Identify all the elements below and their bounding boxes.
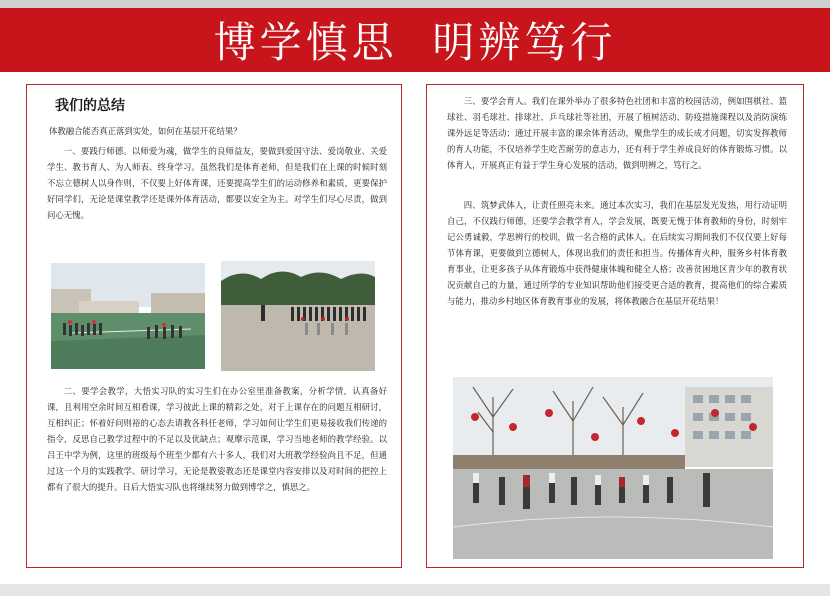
top-strip <box>0 0 830 8</box>
paragraph-ethics: 一、要践行师德。以师爱为魂，做学生的良师益友，要做到爱国守法、爱岗敬业、关爱学生、教书育人、为人师表、终身学习。虽然我们是体育老师，但是我们在上课的时候时刻不忘立德树人以身作则，不仅要上好体育课，还要提高学生们的运动修养和素质，更要保护好同学们，无论是课堂教学还是课外体育活动，都要以安全为主。对学生们尽心尽责，做到问心无愧。 <box>47 146 387 220</box>
photo-schoolyard-class <box>221 261 375 371</box>
intro-paragraph: 体教融合能否真正落到实处，如何在基层开花结果？ <box>49 126 242 136</box>
photo-basketball-court <box>51 263 205 369</box>
paragraph-teaching: 二、要学会教学，大悟实习队的实习生们在办公室里准备教案，分析学情，认真备好课，且利用空余时间互相看课，学习彼此上课的精彩之处，对于上课存在的问题互相研讨，互相纠正；怀着好问则裕的心态去请教各科任老师，学习如何让学生们更易接收我们传递的指令，反思自己教学过程中的不足以及优缺点；观摩示范课，学习当地老师的教学经验。以吕王中学为例，这里的班级每个班至少都有六十多人，我们对大班教学经验尚且不足，但通过这一个月的实践教学、研讨学习，无论是教姿教态还是课堂内容安排以及对时间的把控上都有了很大的提升。日后大悟实习队也将继续努力做到博学之，慎思之。 <box>47 386 387 492</box>
bottom-strip <box>0 584 830 596</box>
banner-title: 博学慎思 明辨笃行 <box>213 18 617 67</box>
summary-panel-left <box>26 84 402 568</box>
photo-exercise-activity <box>453 377 773 559</box>
summary-heading: 我们的总结 <box>55 98 125 114</box>
title-banner <box>0 8 830 72</box>
paragraph-educating: 三、要学会育人。我们在课外举办了很多特色社团和丰富的校园活动，例如围棋社、篮球社、羽毛球社、排球社、乒乓球社等社团，开展了植树活动、防疫措施课程以及消防演练课外远足等活动；通过开展丰富的课余体育活动，聚焦学生的成长成才问题，切实发挥教师的育人功能，不仅培养学生吃苦耐劳的意志力，还有利于学生养成良好的体育锻炼习惯。以体育人，开展真正有益于学生身心发展的活动，做到明辨之，笃行之。 <box>447 96 787 170</box>
paragraph-responsibility: 四、筑梦武体人，让责任照亮未来。通过本次实习，我们在基层发光发热，用行动证明自己，不仅践行师德，还要学会教学育人，学会发展，既要无愧于体育教师的身份，时刻牢记公勇诚毅，学思辨行的校训，做一名合格的武体人。在后续实习期间我们不仅仅要上好每节体育课，更要做到立德树人，体现出我们的责任和担当。传播体育火种，服务乡村体育教育事业，让更多孩子从体育锻炼中获得健康体魄和健全人格；改善贫困地区青少年的教育状况贡献自己的力量，通过所学的专业知识帮助他们接受更合适的教育，提高他们的综合素质与能力，推动乡村地区体育教育事业的发展，将体教融合在基层开花结果！ <box>447 200 787 306</box>
summary-panel-right <box>426 84 804 568</box>
